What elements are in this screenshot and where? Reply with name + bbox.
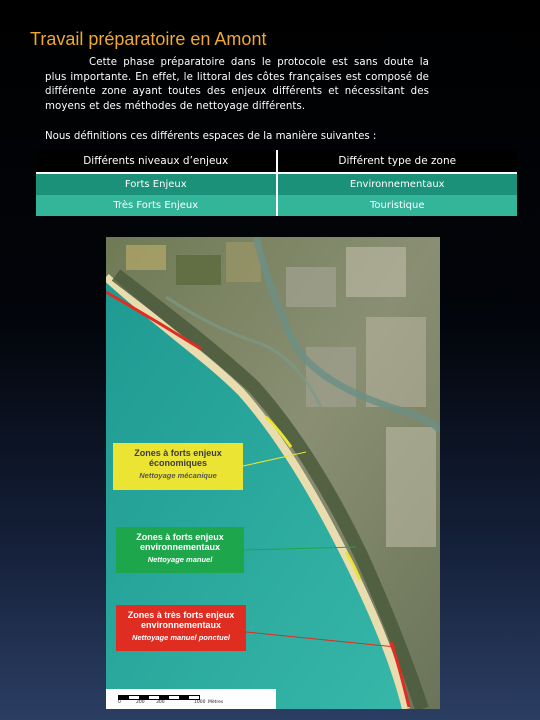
header-stakes: Différents niveaux d’enjeux	[36, 150, 277, 173]
header-zone-type: Différent type de zone	[277, 150, 518, 173]
intro-text: Cette phase préparatoire dans le protocole est sans doute la plus importante. En effet, le littoral des côtes françaises est composé de différente zone ayant toutes des enjeux différents et nécessitant des moyens et des méthodes de nettoyage différents.	[45, 57, 429, 112]
callout-very-high-environmental-zones	[116, 605, 246, 651]
table-cell: Touristique	[277, 195, 518, 216]
zones-table	[36, 150, 517, 216]
table-cell: Très Forts Enjeux	[36, 195, 277, 216]
scale-tick: 300	[156, 700, 165, 705]
map-scale-bar	[118, 695, 228, 707]
intro-paragraph	[45, 56, 429, 114]
callout-title: Zones à très forts enjeux environnementaux	[127, 610, 235, 630]
table-header-row	[36, 150, 517, 173]
callout-title: Zones à forts enjeux économiques	[134, 448, 222, 468]
table-cell: Forts Enjeux	[36, 173, 277, 195]
callout-subtitle: Nettoyage manuel	[147, 555, 213, 564]
table-row	[36, 195, 517, 216]
scale-tick: 0	[118, 700, 121, 705]
coastline-map	[106, 237, 440, 709]
callout-subtitle: Nettoyage mécanique	[139, 471, 217, 480]
slide-title: Travail préparatoire en Amont	[30, 29, 267, 49]
scale-tick: 1000	[194, 700, 206, 705]
callout-environmental-zones	[116, 527, 244, 573]
callout-economic-zones	[113, 443, 243, 490]
table-cell: Environnementaux	[277, 173, 518, 195]
lead-sentence: Nous définitions ces différents espaces de la manière suivantes :	[45, 131, 377, 142]
scale-tick: 200	[136, 700, 145, 705]
callout-subtitle: Nettoyage manuel ponctuel	[132, 633, 230, 642]
callout-title: Zones à forts enjeux environnementaux	[136, 532, 224, 552]
table-row	[36, 173, 517, 195]
scale-unit: Mètres	[208, 700, 224, 705]
